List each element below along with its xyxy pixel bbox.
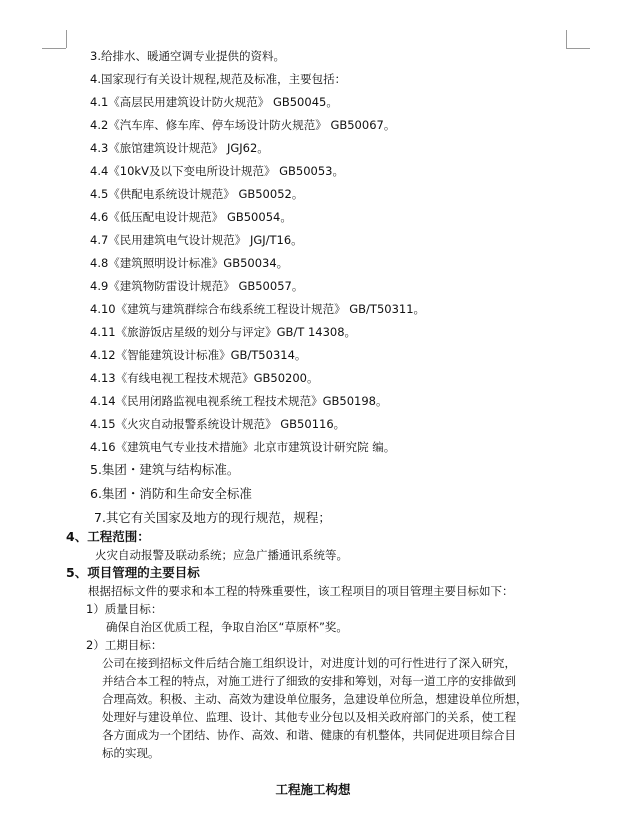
schedule-target-line: 处理好与建设单位、监理、设计、其他专业分包以及相关政府部门的关系，使工程 xyxy=(102,710,516,724)
item-line: 7.其它有关国家及地方的现行规范，规程； xyxy=(94,510,331,525)
item-line: 6.集团・消防和生命安全标准 xyxy=(90,486,252,501)
item-line: 4.国家现行有关设计规程,规范及标准，主要包括： xyxy=(90,72,347,86)
schedule-target-line: 标的实现。 xyxy=(102,746,160,760)
item-line: 4.12《智能建筑设计标准》GB/T50314。 xyxy=(90,348,307,362)
item-line: 4.13《有线电视工程技术规范》GB50200。 xyxy=(90,371,319,385)
item-line: 4.16《建筑电气专业技术措施》北京市建筑设计研究院 编。 xyxy=(90,440,396,454)
schedule-target-line: 并结合本工程的特点，对施工进行了细致的安排和筹划，对每一道工序的安排做到 xyxy=(102,674,516,688)
item-line: 5.集团・建筑与结构标准。 xyxy=(90,462,240,477)
section-5-intro: 根据招标文件的要求和本工程的特殊重要性，该工程项目的项目管理主要目标如下： xyxy=(88,584,514,598)
schedule-target-line: 各方面成为一个团结、协作、高效、和谐、健康的有机整体，共同促进项目综合目 xyxy=(102,728,516,742)
section-4-heading: 4、工程范围： xyxy=(66,529,150,544)
item-line: 4.3《旅馆建筑设计规范》 JGJ62。 xyxy=(90,141,269,155)
quality-target-heading: 1）质量目标： xyxy=(86,602,163,616)
item-line: 4.14《民用闭路监视电视系统工程技术规范》GB50198。 xyxy=(90,394,388,408)
item-line: 4.6《低压配电设计规范》 GB50054。 xyxy=(90,210,292,224)
section-4-body: 火灾自动报警及联动系统；应急广播通讯系统等。 xyxy=(95,548,348,562)
item-line: 4.15《火灾自动报警系统设计规范》 GB50116。 xyxy=(90,417,346,431)
item-line: 4.2《汽车库、修车库、停车场设计防火规范》 GB50067。 xyxy=(90,118,396,132)
item-line: 4.8《建筑照明设计标准》GB50034。 xyxy=(90,256,289,270)
item-line: 3.给排水、暖通空调专业提供的资料。 xyxy=(90,49,285,63)
item-line: 4.11《旅游饭店星级的划分与评定》GB/T 14308。 xyxy=(90,325,357,339)
item-line: 4.9《建筑物防雷设计规范》 GB50057。 xyxy=(90,279,304,293)
item-line: 4.10《建筑与建筑群综合布线系统工程设计规范》 GB/T50311。 xyxy=(90,302,426,316)
schedule-target-line: 合理高效。积极、主动、高效为建设单位服务，急建设单位所急，想建设单位所想， xyxy=(102,692,528,706)
item-line: 4.5《供配电系统设计规范》 GB50052。 xyxy=(90,187,304,201)
item-line: 4.7《民用建筑电气设计规范》 JGJ/T16。 xyxy=(90,233,303,247)
item-line: 4.1《高层民用建筑设计防火规范》 GB50045。 xyxy=(90,95,338,109)
next-section-title: 工程施工构想 xyxy=(275,782,351,797)
item-line: 4.4《10kV及以下变电所设计规范》 GB50053。 xyxy=(90,164,344,178)
section-5-heading: 5、项目管理的主要目标 xyxy=(66,565,200,580)
schedule-target-heading: 2）工期目标： xyxy=(86,638,163,652)
quality-target-body: 确保自治区优质工程，争取自治区“草原杯”奖。 xyxy=(106,620,348,634)
schedule-target-line: 公司在接到招标文件后结合施工组织设计，对进度计划的可行性进行了深入研究， xyxy=(102,656,516,670)
